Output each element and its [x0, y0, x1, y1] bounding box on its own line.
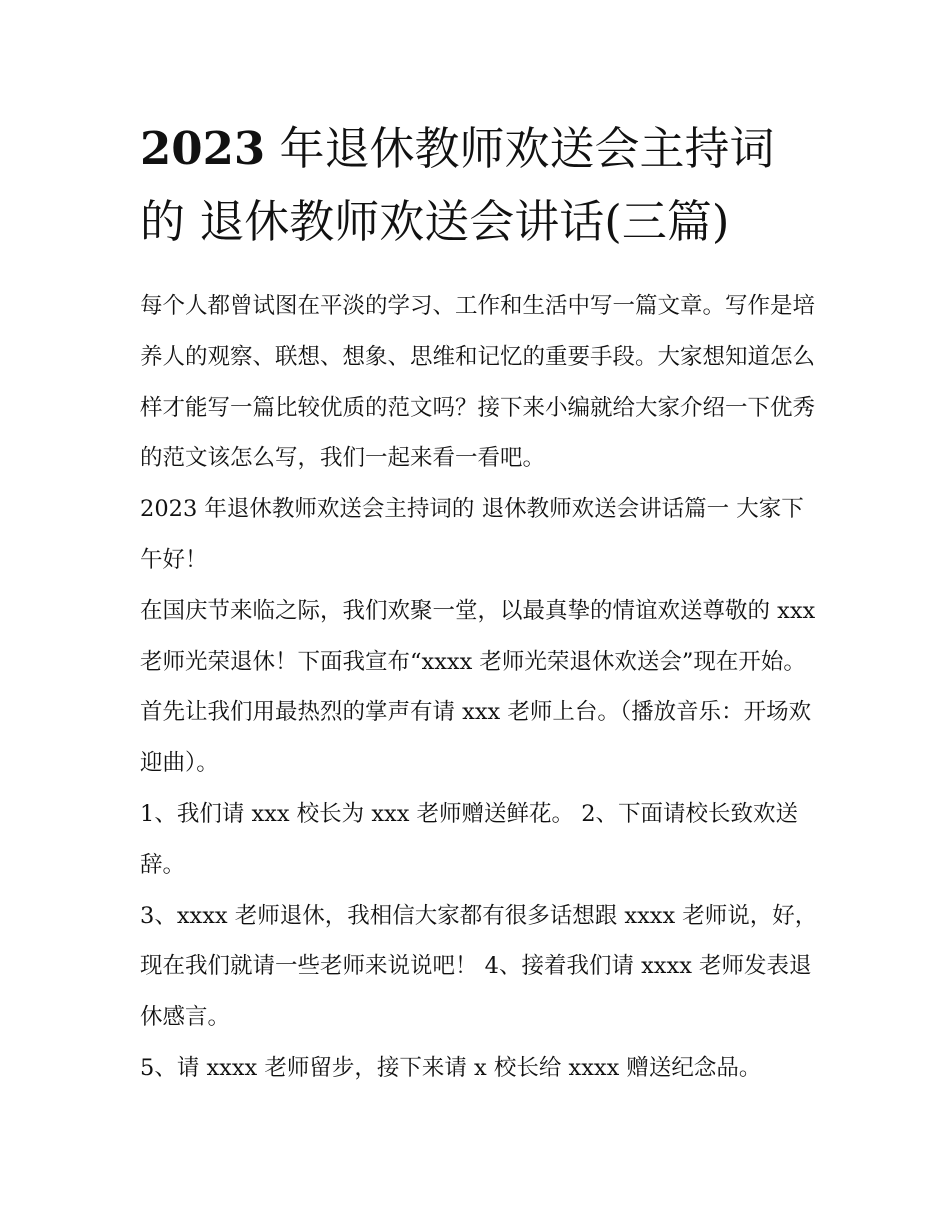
title-year: 2023	[140, 122, 266, 175]
paragraph-step-1-2: 1、我们请 xxx 校长为 xxx 老师赠送鲜花。 2、下面请校长致欢送辞。	[140, 800, 799, 878]
paragraph-heading-greeting: 2023 年退休教师欢送会主持词的 退休教师欢送会讲话篇一 大家下午好！	[140, 496, 804, 573]
title-line2-text: 的 退休教师欢送会讲话(三篇)	[140, 195, 730, 248]
title-line1-text: 年退休教师欢送会主持词	[265, 122, 775, 175]
paragraph-intro: 每个人都曾试图在平淡的学习、工作和生活中写一篇文章。写作是培养人的观察、联想、想象、思维和记忆的重要手段。大家想知道怎么样才能写一篇比较优质的范文吗？接下来小编就给大家介绍一下优秀的范文该怎么写，我们一起来看一看吧。	[140, 293, 816, 472]
paragraph-opening: 在国庆节来临之际，我们欢聚一堂，以最真挚的情谊欢送尊敬的 xxx 老师光荣退休！下面我宣布“xxxx 老师光荣退休欢送会”现在开始。首先让我们用最热烈的掌声有请 xxx 老师上台。（播放音乐：开场欢迎曲）。	[140, 597, 816, 777]
paragraph-step-3-4: 3、xxxx 老师退休，我相信大家都有很多话想跟 xxxx 老师说，好，现在我们就请一些老师来说说吧！ 4、接着我们请 xxxx 老师发表退休感言。	[140, 902, 818, 1031]
document-body	[140, 281, 820, 1094]
paragraph-step-5: 5、请 xxxx 老师留步，接下来请 x 校长给 xxxx 赠送纪念品。	[140, 1054, 762, 1081]
document-title	[140, 112, 820, 258]
